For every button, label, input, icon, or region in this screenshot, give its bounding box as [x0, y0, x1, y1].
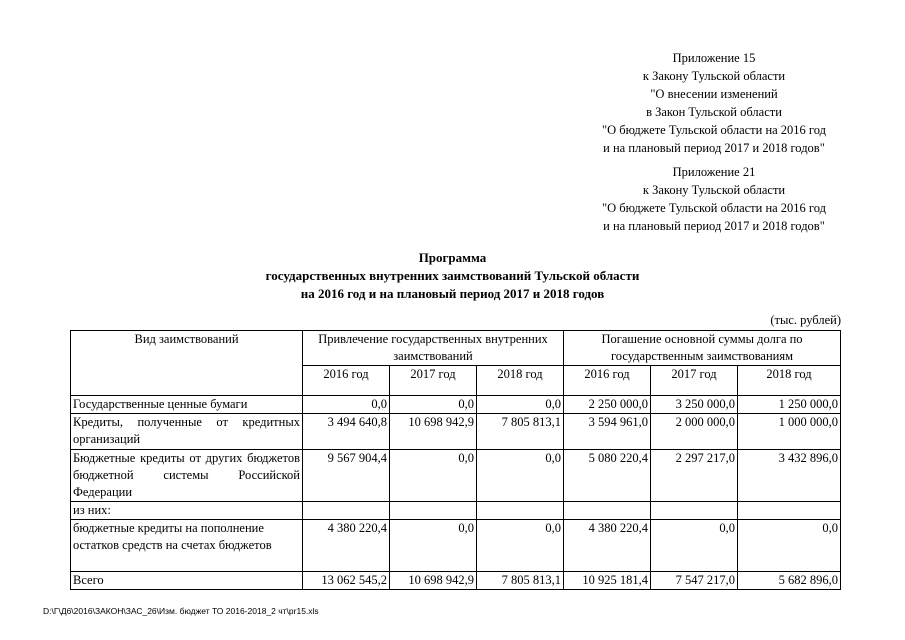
header-year: 2017 год	[390, 366, 477, 396]
table-cell: 0,0	[477, 520, 564, 572]
table-cell	[390, 502, 477, 520]
table-row	[71, 396, 841, 414]
annex-line: Приложение 21	[672, 165, 756, 179]
table-cell	[564, 502, 651, 520]
row-label: Государственные ценные бумаги	[71, 396, 303, 414]
units-label: (тыс. рублей)	[770, 313, 841, 327]
annex-line: к Закону Тульской области	[642, 69, 786, 83]
table-cell	[738, 502, 841, 520]
annex-line: "О бюджете Тульской области на 2016 год	[602, 123, 826, 137]
annex-line: Приложение 15	[672, 51, 756, 65]
table-cell: 10 698 942,9	[390, 414, 477, 450]
table-cell: 5 682 896,0	[738, 572, 841, 590]
header-year: 2016 год	[303, 366, 390, 396]
table-cell: 13 062 545,2	[303, 572, 390, 590]
table-cell: 7 805 813,1	[477, 572, 564, 590]
annex-line: и на плановый период 2017 и 2018 годов"	[603, 219, 825, 233]
table-cell: 3 494 640,8	[303, 414, 390, 450]
table-row	[71, 502, 841, 520]
header-year: 2018 год	[477, 366, 564, 396]
table-cell: 0,0	[477, 396, 564, 414]
table-cell: 0,0	[390, 450, 477, 502]
file-path-footer: D:\Г\Д6\2016\ЗАКОН\ЗАС_26\Изм. бюджет ТО 2016-2018_2 чт\pr15.xls	[43, 606, 319, 616]
row-label: Бюджетные кредиты от других бюджетов бюджетной системы Российской Федерации	[71, 450, 303, 502]
table-cell: 3 250 000,0	[651, 396, 738, 414]
table-cell	[303, 502, 390, 520]
table-cell: 1 000 000,0	[738, 414, 841, 450]
annex-21-header	[602, 163, 826, 235]
annex-line: "О бюджете Тульской области на 2016 год	[602, 201, 826, 215]
table-cell: 2 000 000,0	[651, 414, 738, 450]
annex-line: "О внесении изменений	[650, 87, 778, 101]
header-repayment: Погашение основной суммы долга по государственным заимствованиям	[564, 331, 841, 366]
table-cell: 0,0	[477, 450, 564, 502]
table-cell: 2 297 217,0	[651, 450, 738, 502]
table-cell	[651, 502, 738, 520]
annex-line: и на плановый период 2017 и 2018 годов"	[603, 141, 825, 155]
table-row	[71, 450, 841, 502]
row-label: Всего	[71, 572, 303, 590]
annex-line: в Закон Тульской области	[646, 105, 782, 119]
table-cell: 3 594 961,0	[564, 414, 651, 450]
table-cell: 7 547 217,0	[651, 572, 738, 590]
title-line-2: государственных внутренних заимствований Тульской области	[265, 268, 640, 283]
table-cell: 4 380 220,4	[564, 520, 651, 572]
row-label: бюджетные кредиты на пополнение остатков средств на счетах бюджетов	[71, 520, 303, 572]
table-cell: 7 805 813,1	[477, 414, 564, 450]
table-cell: 0,0	[390, 520, 477, 572]
title-line-1: Программа	[418, 250, 487, 265]
row-label: из них:	[71, 502, 303, 520]
header-attraction: Привлечение государственных внутренних заимствований	[303, 331, 564, 366]
table-cell: 2 250 000,0	[564, 396, 651, 414]
table-cell: 10 925 181,4	[564, 572, 651, 590]
title-line-3: на 2016 год и на плановый период 2017 и 2018 годов	[300, 286, 605, 301]
header-year: 2018 год	[738, 366, 841, 396]
header-borrowing-type: Вид заимствований	[71, 331, 303, 396]
table-cell: 0,0	[303, 396, 390, 414]
row-label: Кредиты, полученные от кредитных организаций	[71, 414, 303, 450]
table-cell: 9 567 904,4	[303, 450, 390, 502]
table-row	[71, 572, 841, 590]
table-cell: 10 698 942,9	[390, 572, 477, 590]
table-cell: 5 080 220,4	[564, 450, 651, 502]
document-title	[0, 249, 905, 303]
annex-15-header	[602, 49, 826, 157]
table-cell: 4 380 220,4	[303, 520, 390, 572]
table-cell: 0,0	[390, 396, 477, 414]
table-row	[71, 520, 841, 572]
table-cell: 3 432 896,0	[738, 450, 841, 502]
header-year: 2016 год	[564, 366, 651, 396]
table-cell	[477, 502, 564, 520]
table-cell: 0,0	[738, 520, 841, 572]
borrowing-table	[70, 330, 841, 590]
table-row	[71, 414, 841, 450]
annex-line: к Закону Тульской области	[642, 183, 786, 197]
header-year: 2017 год	[651, 366, 738, 396]
table-cell: 0,0	[651, 520, 738, 572]
table-cell: 1 250 000,0	[738, 396, 841, 414]
